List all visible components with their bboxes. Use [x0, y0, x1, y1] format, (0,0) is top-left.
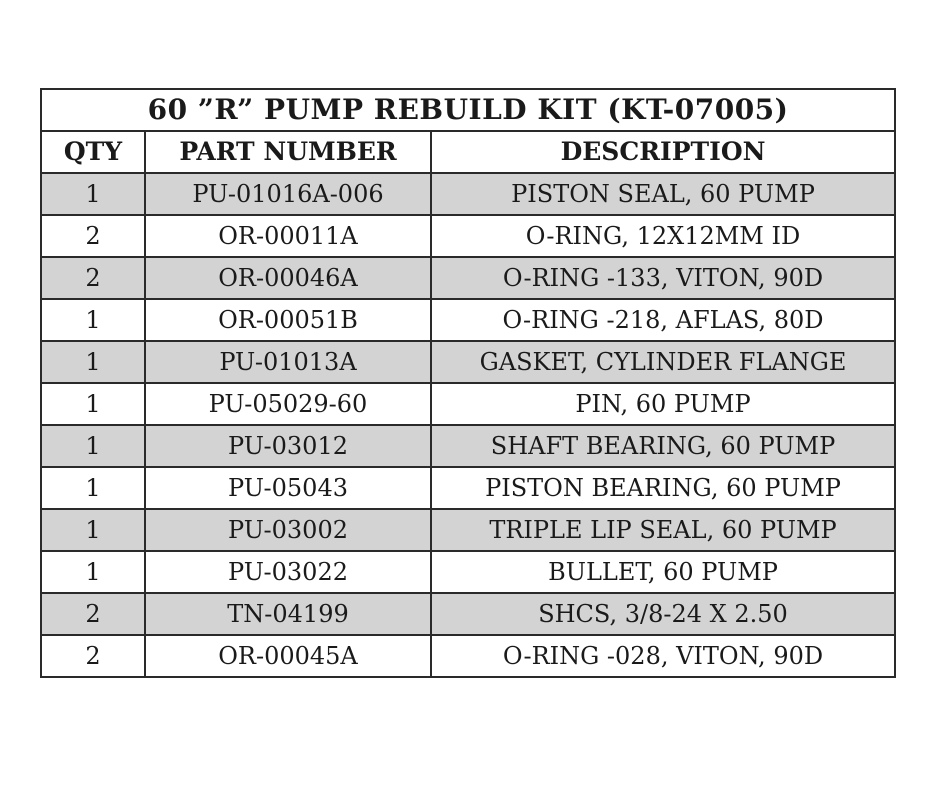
cell-description: O-RING -028, VITON, 90D	[431, 635, 895, 677]
cell-part-number: PU-03012	[145, 425, 431, 467]
cell-part-number: OR-00045A	[145, 635, 431, 677]
cell-qty: 2	[41, 635, 145, 677]
table-title: 60 ”R” PUMP REBUILD KIT (KT-07005)	[41, 89, 895, 131]
cell-qty: 1	[41, 173, 145, 215]
cell-qty: 1	[41, 383, 145, 425]
cell-qty: 1	[41, 551, 145, 593]
header-qty: QTY	[41, 131, 145, 173]
table-row	[41, 467, 895, 509]
cell-qty: 1	[41, 299, 145, 341]
cell-part-number: PU-05043	[145, 467, 431, 509]
table-row	[41, 173, 895, 215]
cell-part-number: PU-01016A-006	[145, 173, 431, 215]
cell-part-number: PU-01013A	[145, 341, 431, 383]
cell-part-number: PU-03002	[145, 509, 431, 551]
cell-part-number: PU-05029-60	[145, 383, 431, 425]
header-part-number: PART NUMBER	[145, 131, 431, 173]
cell-qty: 1	[41, 341, 145, 383]
table-row	[41, 341, 895, 383]
cell-part-number: TN-04199	[145, 593, 431, 635]
table-row	[41, 635, 895, 677]
cell-description: O-RING -218, AFLAS, 80D	[431, 299, 895, 341]
cell-description: SHCS, 3/8-24 X 2.50	[431, 593, 895, 635]
cell-description: BULLET, 60 PUMP	[431, 551, 895, 593]
cell-part-number: OR-00046A	[145, 257, 431, 299]
cell-part-number: PU-03022	[145, 551, 431, 593]
cell-qty: 1	[41, 509, 145, 551]
table-row	[41, 383, 895, 425]
title-row	[41, 89, 895, 131]
table-row	[41, 299, 895, 341]
cell-part-number: OR-00051B	[145, 299, 431, 341]
cell-description: TRIPLE LIP SEAL, 60 PUMP	[431, 509, 895, 551]
header-description: DESCRIPTION	[431, 131, 895, 173]
header-row	[41, 131, 895, 173]
cell-description: SHAFT BEARING, 60 PUMP	[431, 425, 895, 467]
cell-description: O-RING, 12X12MM ID	[431, 215, 895, 257]
cell-description: PISTON BEARING, 60 PUMP	[431, 467, 895, 509]
cell-description: GASKET, CYLINDER FLANGE	[431, 341, 895, 383]
table-row	[41, 551, 895, 593]
cell-qty: 2	[41, 593, 145, 635]
table-row	[41, 509, 895, 551]
table-row	[41, 257, 895, 299]
cell-part-number: OR-00011A	[145, 215, 431, 257]
cell-qty: 2	[41, 257, 145, 299]
cell-qty: 1	[41, 425, 145, 467]
cell-description: PISTON SEAL, 60 PUMP	[431, 173, 895, 215]
parts-table	[40, 88, 896, 678]
cell-description: PIN, 60 PUMP	[431, 383, 895, 425]
table-row	[41, 215, 895, 257]
cell-qty: 2	[41, 215, 145, 257]
cell-description: O-RING -133, VITON, 90D	[431, 257, 895, 299]
cell-qty: 1	[41, 467, 145, 509]
table-row	[41, 593, 895, 635]
table-row	[41, 425, 895, 467]
